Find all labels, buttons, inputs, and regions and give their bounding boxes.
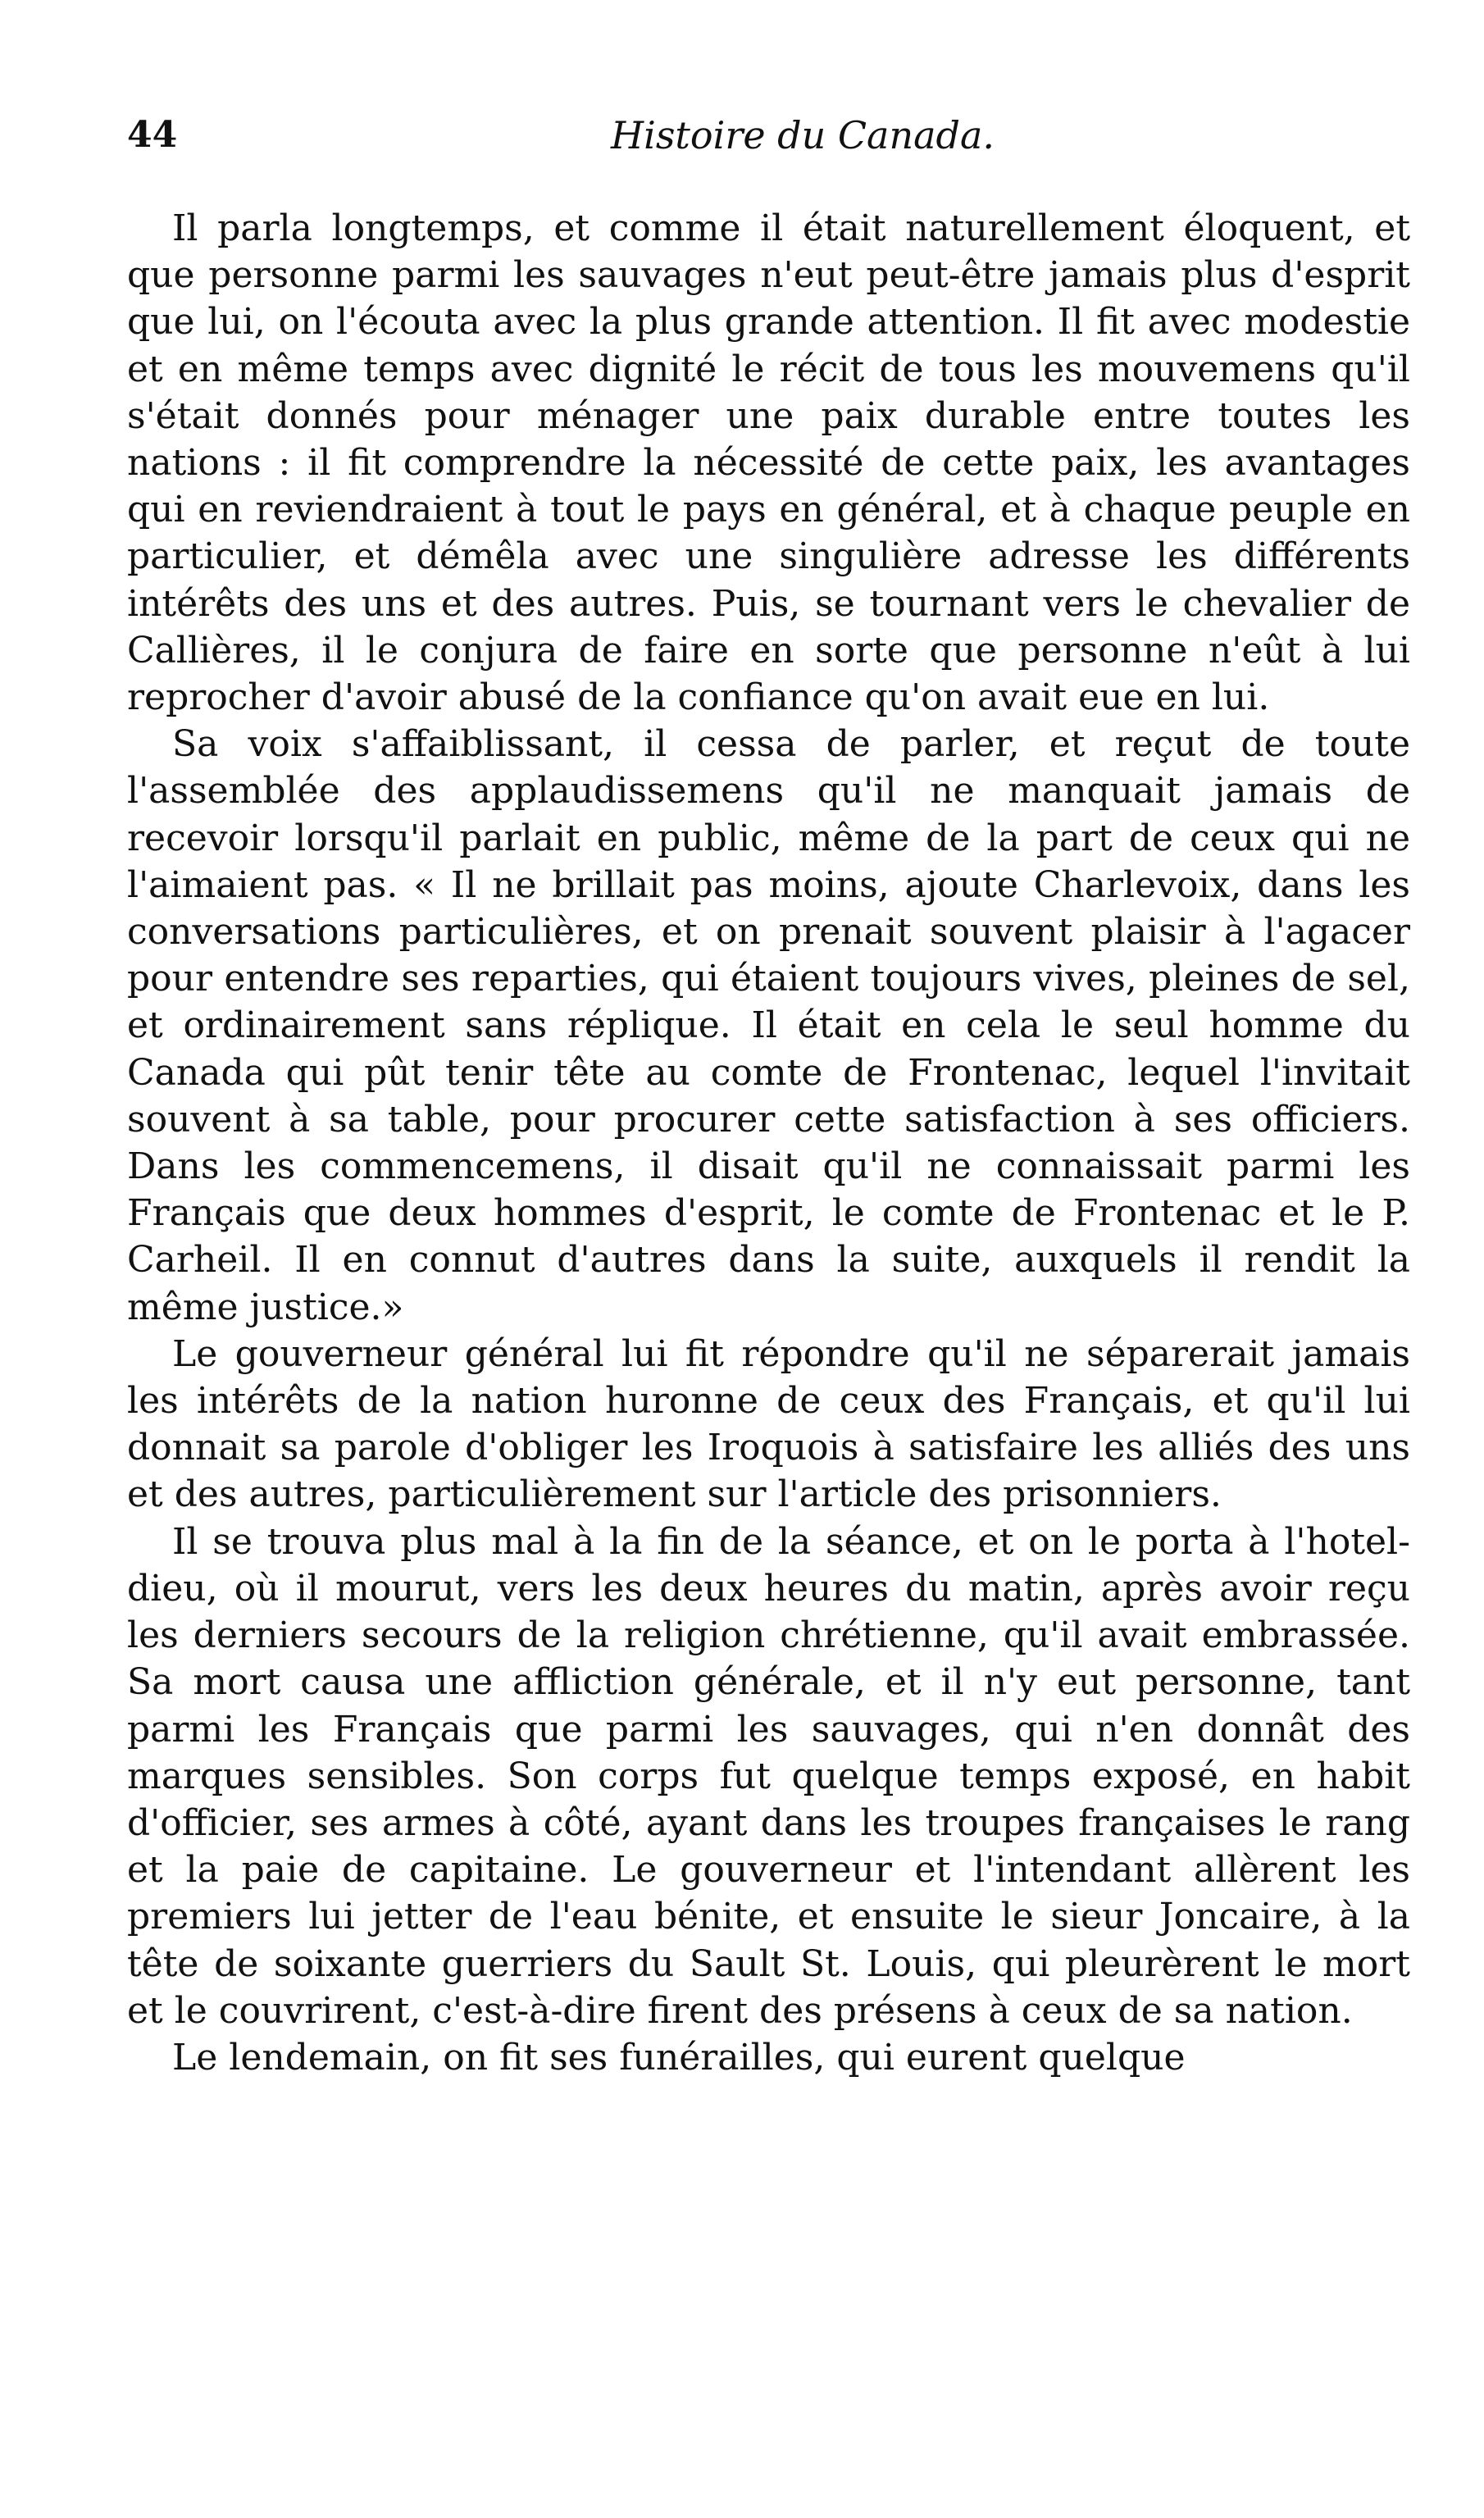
body-text [127,205,1410,2081]
running-title: Histoire du Canada. [611,113,995,157]
paragraph-5: Le lendemain, on fit ses funérailles, qui eurent quelque [172,2036,1186,2079]
paragraph-3: Le gouverneur général lui fit répondre qu'il ne séparerait jamais les intérêts de la nation huronne de ceux des Français, et qu'il lui donnait sa parole d'obliger les Iroquois à satisfaire les alliés des uns et des autres, particulièrement sur l'article des prisonniers. [127,1332,1410,1516]
paragraph-1: Il parla longtemps, et comme il était naturellement éloquent, et que personne parmi les sauvages n'eut peut-être jamais plus d'esprit que lui, on l'écouta avec la plus grande attention. Il fit avec modestie et en même temps avec dignité le récit de tous les mouvemens qu'il s'était donnés pour ménager une paix durable entre toutes les nations : il fit comprendre la nécessité de cette paix, les avantages qui en reviendraient à tout le pays en général, et à chaque peuple en particulier, et démêla avec une singulière adresse les différents intérêts des uns et des autres. Puis, se tournant vers le chevalier de Callières, il le conjura de faire en sorte que personne n'eût à lui reprocher d'avoir abusé de la confiance qu'on avait eue en lui. [127,207,1410,719]
page-header [127,111,1414,176]
page-number: 44 [127,114,178,156]
paragraph-4: Il se trouva plus mal à la fin de la séance, et on le porta à l'hotel-dieu, où il mourut, vers les deux heures du matin, après avoir reçu les derniers secours de la religion chrétienne, qu'il avait embrassée. Sa mort causa une affliction générale, et il n'y eut personne, tant parmi les Français que parmi les sauvages, qui n'en donnât des marques sensibles. Son corps fut quelque temps exposé, en habit d'officier, ses armes à côté, ayant dans les troupes françaises le rang et la paie de capitaine. Le gouverneur et l'intendant allèrent les premiers lui jetter de l'eau bénite, et ensuite le sieur Joncaire, à la tête de soixante guerriers du Sault St. Louis, qui pleurèrent le mort et le couvrirent, c'est-à-dire firent des présens à ceux de sa nation. [127,1520,1410,2032]
paragraph-2: Sa voix s'affaiblissant, il cessa de parler, et reçut de toute l'assemblée des applaudissemens qu'il ne manquait jamais de recevoir lorsqu'il parlait en public, même de la part de ceux qui ne l'aimaient pas. « Il ne brillait pas moins, ajoute Charlevoix, dans les conversations particulières, et on prenait souvent plaisir à l'agacer pour entendre ses reparties, qui étaient toujours vives, pleines de sel, et ordinairement sans réplique. Il était en cela le seul homme du Canada qui pût tenir tête au comte de Frontenac, lequel l'invitait souvent à sa table, pour procurer cette satisfaction à ses officiers. Dans les commencemens, il disait qu'il ne connaissait parmi les Français que deux hommes d'esprit, le comte de Frontenac et le P. Carheil. Il en connut d'autres dans la suite, auxquels il rendit la même justice.» [127,723,1410,1328]
